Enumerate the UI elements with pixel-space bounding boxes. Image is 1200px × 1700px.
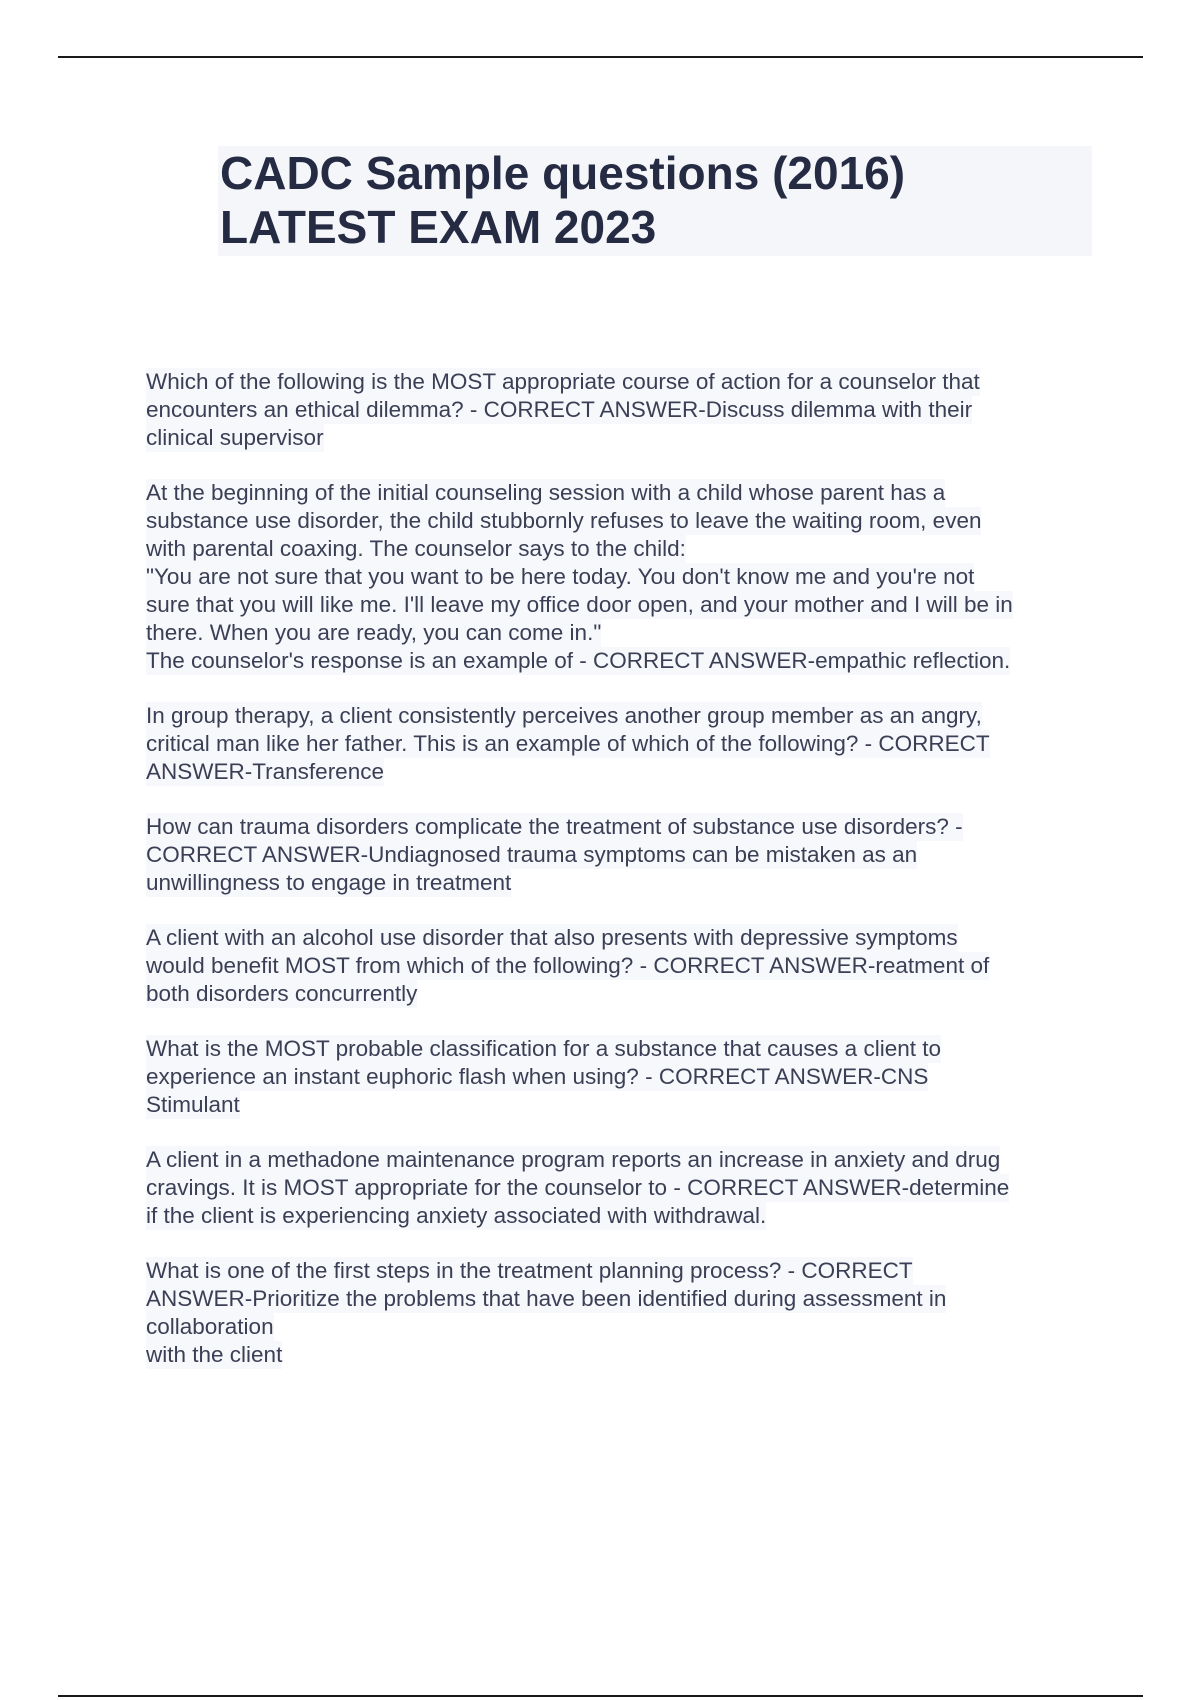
title-line-2: LATEST EXAM 2023 — [220, 201, 657, 253]
question-text-line: collaboration — [146, 1314, 274, 1339]
top-rule — [58, 56, 1143, 58]
question-item-7 — [146, 1146, 1086, 1230]
question-item-6 — [146, 1035, 1086, 1119]
question-text-line: experience an instant euphoric flash when using? - CORRECT ANSWER-CNS — [146, 1064, 929, 1089]
document-title — [218, 146, 1092, 256]
question-text-line: CORRECT ANSWER-Undiagnosed trauma symptoms can be mistaken as an — [146, 842, 918, 867]
question-text-line: "You are not sure that you want to be here today. You don't know me and you're not — [146, 564, 975, 589]
question-text-line: The counselor's response is an example of - CORRECT ANSWER-empathic reflection. — [146, 648, 1011, 673]
question-text-line: with parental coaxing. The counselor says to the child: — [146, 536, 686, 561]
question-item-2 — [146, 479, 1086, 675]
question-text-line: What is the MOST probable classification for a substance that causes a client to — [146, 1036, 941, 1061]
question-text-line: clinical supervisor — [146, 425, 324, 450]
question-text-line: sure that you will like me. I'll leave my office door open, and your mother and I will be in — [146, 592, 1013, 617]
question-text-line: cravings. It is MOST appropriate for the counselor to - CORRECT ANSWER-determine — [146, 1175, 1010, 1200]
question-text-line: ANSWER-Prioritize the problems that have been identified during assessment in — [146, 1286, 947, 1311]
question-text-line: if the client is experiencing anxiety associated with withdrawal. — [146, 1203, 767, 1228]
question-text-line: unwillingness to engage in treatment — [146, 870, 512, 895]
question-text-line: How can trauma disorders complicate the treatment of substance use disorders? - — [146, 814, 963, 839]
question-item-5 — [146, 924, 1086, 1008]
question-item-3 — [146, 702, 1086, 786]
question-list — [146, 368, 1086, 1396]
question-item-8 — [146, 1257, 1086, 1369]
question-item-4 — [146, 813, 1086, 897]
question-item-1 — [146, 368, 1086, 452]
question-text-line: there. When you are ready, you can come in." — [146, 620, 602, 645]
question-text-line: What is one of the first steps in the treatment planning process? - CORRECT — [146, 1258, 913, 1283]
question-text-line: critical man like her father. This is an example of which of the following? - CORRECT — [146, 731, 990, 756]
question-text-line: both disorders concurrently — [146, 981, 418, 1006]
question-text-line: Which of the following is the MOST appropriate course of action for a counselor that — [146, 369, 980, 394]
question-text-line: with the client — [146, 1342, 283, 1367]
question-text-line: In group therapy, a client consistently perceives another group member as an angry, — [146, 703, 982, 728]
question-text-line: substance use disorder, the child stubbornly refuses to leave the waiting room, even — [146, 508, 982, 533]
question-text-line: At the beginning of the initial counseling session with a child whose parent has a — [146, 480, 946, 505]
title-line-1: CADC Sample questions (2016) — [220, 147, 906, 199]
question-text-line: would benefit MOST from which of the following? - CORRECT ANSWER-reatment of — [146, 953, 990, 978]
question-text-line: encounters an ethical dilemma? - CORRECT ANSWER-Discuss dilemma with their — [146, 397, 973, 422]
question-text-line: Stimulant — [146, 1092, 240, 1117]
bottom-rule — [58, 1695, 1143, 1697]
question-text-line: A client with an alcohol use disorder that also presents with depressive symptoms — [146, 925, 958, 950]
question-text-line: ANSWER-Transference — [146, 759, 384, 784]
question-text-line: A client in a methadone maintenance program reports an increase in anxiety and drug — [146, 1147, 1001, 1172]
